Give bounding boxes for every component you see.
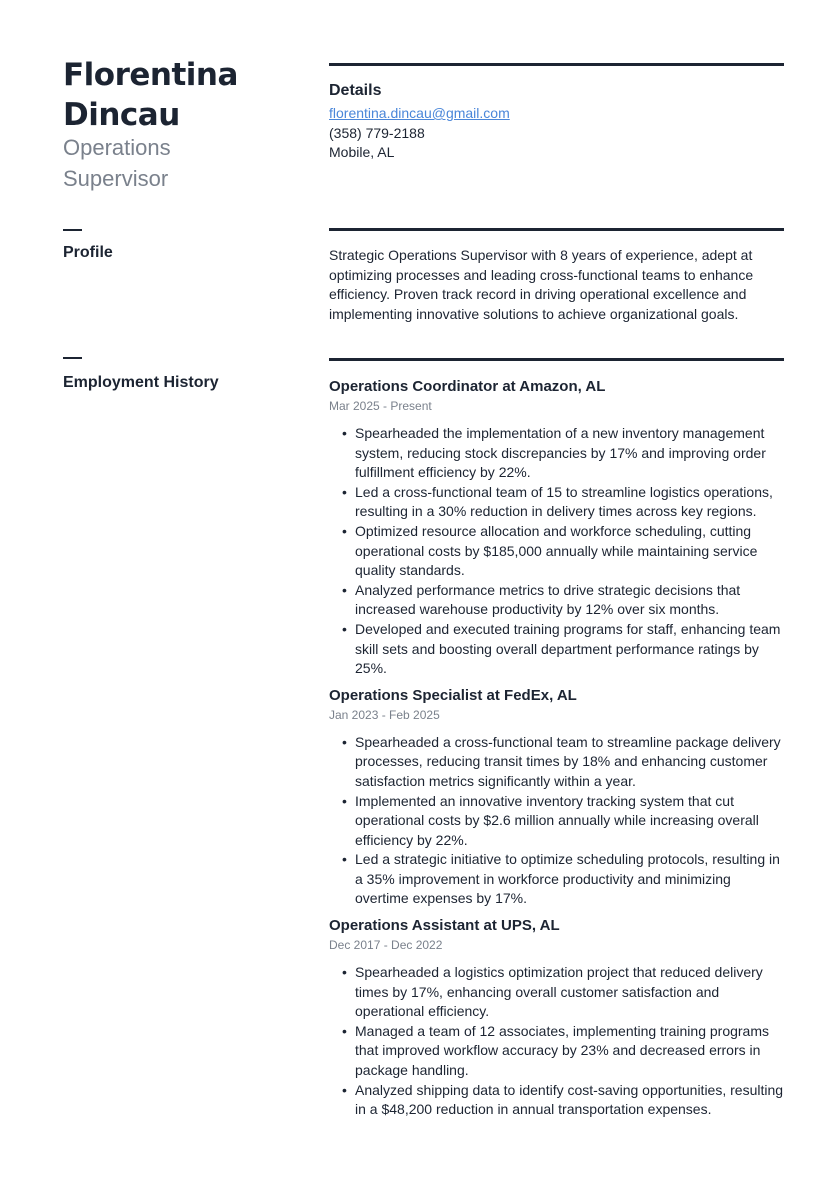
email-link[interactable]: florentina.dincau@gmail.com: [329, 105, 510, 121]
bullet-text: Spearheaded a cross-functional team to streamline package delivery processes, reducing transit times by 18% and enhancing customer satisfaction metrics significantly within a year.: [355, 733, 781, 789]
job-bullet: • Led a strategic initiative to optimize scheduling protocols, resulting in a 35% improvement in workforce productivity and minimizing overtime expenses by 17%.: [342, 851, 780, 907]
job-bullet: • Developed and executed training programs for staff, enhancing team skill sets and boosting overall department performance ratings by 25%.: [342, 620, 781, 677]
job-title: Operations Assistant at UPS, AL: [329, 917, 560, 935]
bullet-text: Implemented an innovative inventory tracking system that cut operational costs by $2.6 million annually while increasing overall efficiency by 22%.: [355, 792, 759, 848]
job-bullet: • Spearheaded a logistics optimization project that reduced delivery times by 17%, enhancing overall customer satisfaction and operational efficiency.: [342, 964, 763, 1020]
details-block: [329, 104, 510, 163]
bullet-text: Spearheaded a logistics optimization project that reduced delivery times by 17%, enhancing overall customer satisfaction and operational efficiency.: [355, 964, 763, 1020]
job-bullets: [329, 424, 787, 679]
phone-number: (358) 779-2188: [329, 124, 425, 141]
bullet-text: Led a strategic initiative to optimize scheduling protocols, resulting in a 35% improvement in workforce productivity and minimizing overtime expenses by 17%.: [355, 851, 780, 907]
job-bullets: [329, 733, 787, 909]
employment-list: [329, 377, 787, 1127]
profile-dash: [63, 229, 82, 231]
bullet-text: Optimized resource allocation and workforce scheduling, cutting operational costs by $185,000 annually while maintaining service quality standards.: [355, 522, 758, 579]
job-dates: Dec 2017 - Dec 2022: [329, 938, 443, 953]
candidate-title: Operations Supervisor: [63, 135, 171, 191]
employment-dash: [63, 357, 82, 359]
bullet-text: Managed a team of 12 associates, implementing training programs that improved workflow accuracy by 23% and decreased errors in package handling.: [355, 1022, 769, 1079]
job-bullet: • Analyzed performance metrics to drive strategic decisions that increased warehouse productivity by 12% over six months.: [342, 581, 741, 618]
job-entry: [329, 377, 787, 679]
job-bullet: • Analyzed shipping data to identify cost-saving opportunities, resulting in a $48,200 reduction in annual transportation expenses.: [342, 1081, 784, 1118]
job-bullet: • Led a cross-functional team of 15 to streamline logistics operations, resulting in a 30% reduction in delivery times across key regions.: [342, 483, 773, 520]
job-bullets: [329, 963, 787, 1120]
bullet-text: Spearheaded the implementation of a new inventory management system, reducing stock discrepancies by 17% and improving order fulfillment efficiency by 22%.: [355, 425, 766, 481]
profile-divider: [329, 228, 784, 231]
job-bullet: • Managed a team of 12 associates, implementing training programs that improved workflow accuracy by 23% and decreased errors in package handling.: [342, 1022, 769, 1079]
profile-heading: Profile: [63, 244, 113, 261]
job-bullet: • Implemented an innovative inventory tracking system that cut operational costs by $2.6 million annually while increasing overall efficiency by 22%.: [342, 792, 759, 848]
employment-heading: Employment History: [63, 374, 219, 391]
job-entry: [329, 916, 787, 1120]
details-divider: [329, 63, 784, 66]
bullet-text: Analyzed shipping data to identify cost-saving opportunities, resulting in a $48,200 reduction in annual transportation expenses.: [355, 1081, 784, 1118]
job-entry: [329, 686, 787, 909]
job-bullet: • Optimized resource allocation and workforce scheduling, cutting operational costs by $185,000 annually while maintaining service quality standards.: [342, 522, 758, 579]
job-dates: Jan 2023 - Feb 2025: [329, 707, 440, 722]
bullet-text: Led a cross-functional team of 15 to streamline logistics operations, resulting in a 30% reduction in delivery times across key regions.: [355, 483, 773, 520]
profile-summary: Strategic Operations Supervisor with 8 years of experience, adept at optimizing processes and leading cross-functional teams to enhance efficiency. Proven track record in driving operational excellence and implementing innovative solutions to achieve organizational goals.: [329, 247, 754, 322]
bullet-text: Developed and executed training programs for staff, enhancing team skill sets and boosting overall department performance ratings by 25%.: [355, 620, 781, 677]
job-dates: Mar 2025 - Present: [329, 399, 432, 413]
job-title: Operations Coordinator at Amazon, AL: [329, 378, 606, 395]
candidate-name: Florentina Dincau: [63, 57, 238, 133]
job-bullet: • Spearheaded the implementation of a new inventory management system, reducing stock discrepancies by 17% and improving order fulfillment efficiency by 22%.: [342, 425, 766, 481]
job-bullet: • Spearheaded a cross-functional team to streamline package delivery processes, reducing transit times by 18% and enhancing customer satisfaction metrics significantly within a year.: [342, 733, 781, 789]
details-heading: Details: [329, 82, 382, 99]
job-title: Operations Specialist at FedEx, AL: [329, 686, 577, 704]
employment-divider: [329, 358, 784, 361]
bullet-text: Analyzed performance metrics to drive strategic decisions that increased warehouse productivity by 12% over six months.: [355, 581, 741, 618]
location: Mobile, AL: [329, 144, 395, 160]
